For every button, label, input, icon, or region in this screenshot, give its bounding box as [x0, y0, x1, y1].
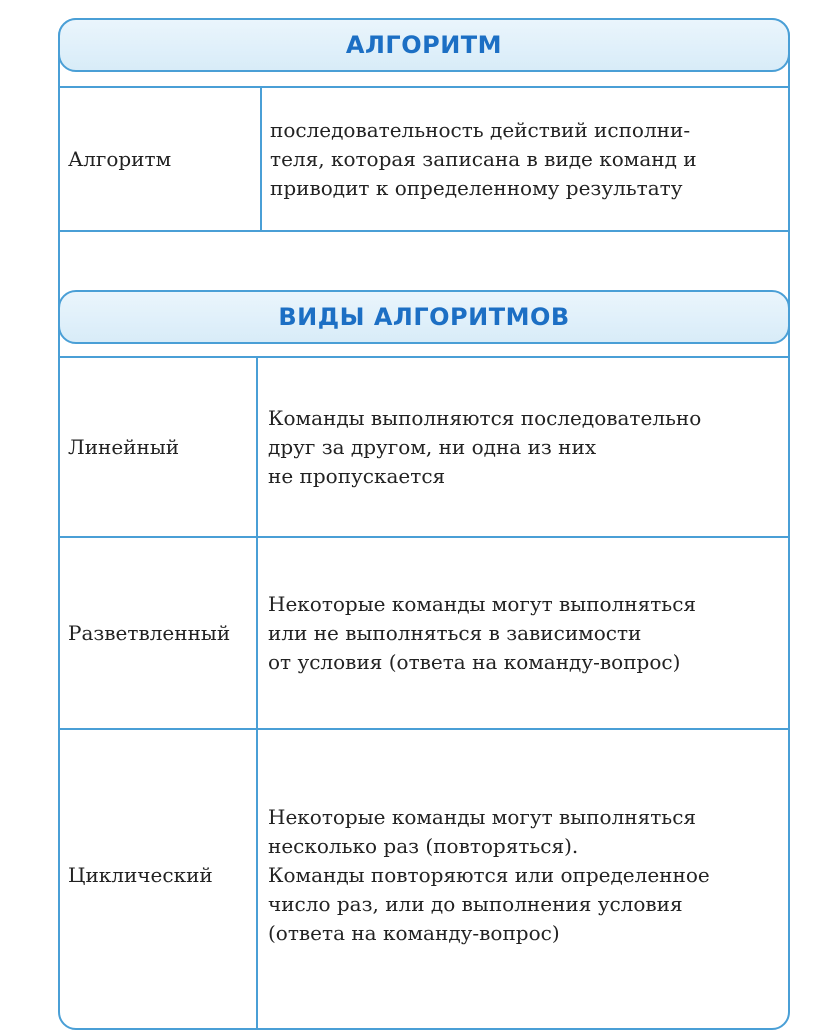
- definition-text: Некоторые команды могут выполняться или не выполняться в зависимости от условия (ответа на команду-вопрос): [268, 591, 697, 674]
- definition-cell: [268, 358, 783, 536]
- term-cell: [68, 538, 254, 728]
- definition-text: последовательность действий исполни- теля, которая записана в виде команд и приводит к определенному результату: [270, 117, 697, 200]
- term-text: Алгоритм: [68, 147, 172, 171]
- term-text: Циклический: [68, 863, 213, 887]
- term-cell: [68, 730, 254, 1020]
- column-divider: [260, 86, 262, 232]
- term-cell: [68, 88, 258, 230]
- definition-cell: [270, 88, 785, 230]
- definition-cell: [268, 538, 783, 728]
- section-title: АЛГОРИТМ: [345, 31, 503, 59]
- column-divider: [256, 356, 258, 1028]
- definition-text: Команды выполняются последовательно друг за другом, ни одна из них не пропускается: [268, 405, 702, 488]
- definition-cell: [268, 730, 783, 1020]
- section-header-algorithm-types: [58, 290, 790, 344]
- definition-text: Некоторые команды могут выполняться несколько раз (повторяться). Команды повторяются или определенное число раз, или до выполнения условия (ответа на команду-вопрос): [268, 804, 710, 945]
- row-divider: [60, 230, 788, 232]
- section-header-algorithm: [58, 18, 790, 72]
- section-title: ВИДЫ АЛГОРИТМОВ: [278, 303, 570, 331]
- term-text: Линейный: [68, 435, 180, 459]
- term-cell: [68, 358, 254, 536]
- term-text: Разветвленный: [68, 621, 231, 645]
